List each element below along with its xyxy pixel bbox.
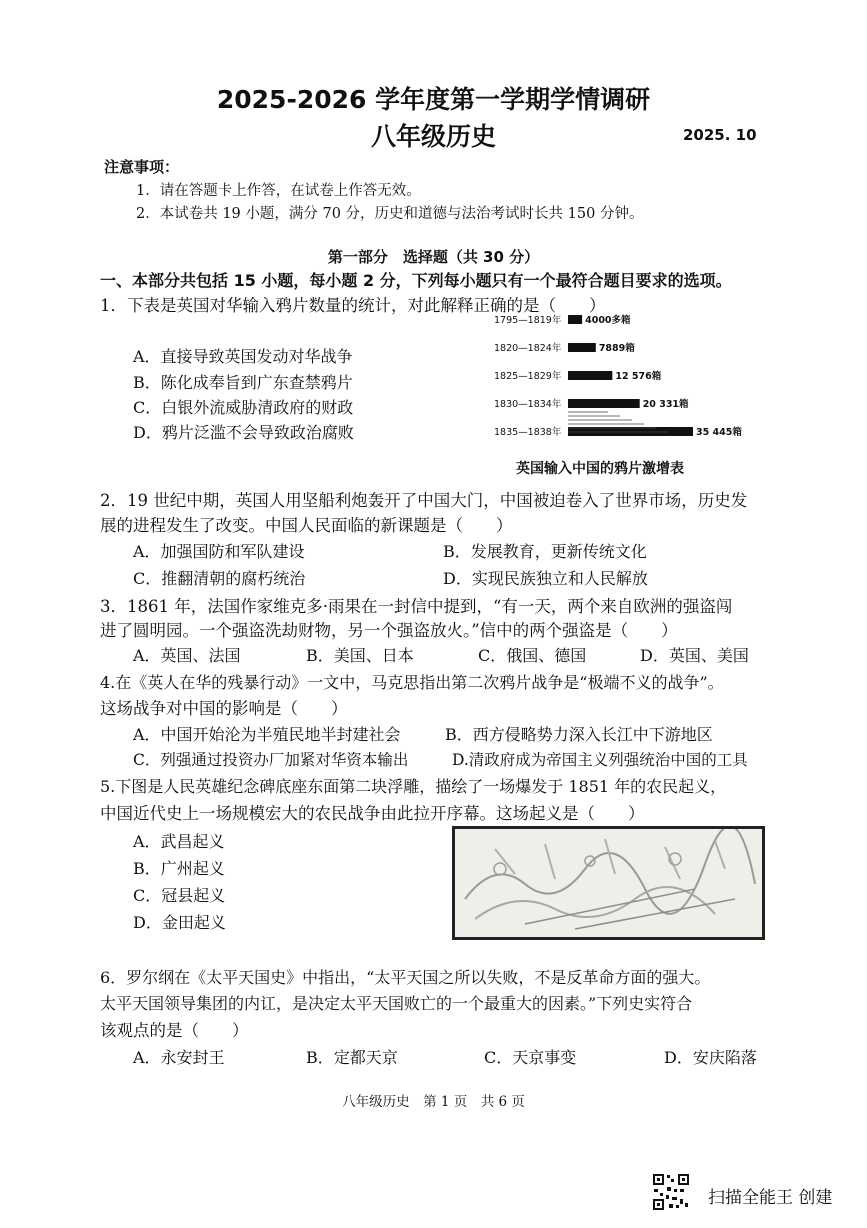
opium-bar-chart <box>490 306 770 456</box>
q1-option-c: C．白银外流威胁清政府的财政 <box>133 398 354 417</box>
q4-option-d: D.清政府成为帝国主义列强统治中国的工具 <box>452 751 748 769</box>
notice-item: 1．请在答题卡上作答，在试卷上作答无效。 <box>136 183 421 199</box>
chart-bar <box>568 343 596 352</box>
chart-bar <box>568 371 612 380</box>
q2-option-b: B．发展教育，更新传统文化 <box>443 542 647 561</box>
chart-category-label: 1820—1824年 <box>494 343 562 354</box>
q5-option-b: B．广州起义 <box>133 859 225 878</box>
chart-category-label: 1795—1819年 <box>494 315 562 326</box>
relief-sculpture-image <box>452 826 765 940</box>
q5-option-d: D．金田起义 <box>133 913 226 932</box>
q2-option-a: A．加强国防和军队建设 <box>133 542 305 561</box>
chart-value-label: 20 331箱 <box>642 399 689 410</box>
chart-bar <box>568 399 640 408</box>
question-6-stem-cont: 太平天国领导集团的内讧，是决定太平天国败亡的一个最重大的因素。”下列史实符合 <box>100 994 693 1013</box>
chart-value-label: 35 445箱 <box>696 427 742 438</box>
question-6-stem: 6．罗尔纲在《太平天国史》中指出，“太平天国之所以失败，不是反革命方面的强大。 <box>100 968 711 987</box>
q4-option-a: A．中国开始沦为半殖民地半封建社会 <box>133 725 401 744</box>
exam-subtitle: 八年级历史 <box>370 122 496 151</box>
question-4-stem-cont: 这场战争对中国的影响是（ ） <box>100 699 348 718</box>
q6-option-d: D．安庆陷落 <box>664 1048 757 1067</box>
q2-option-d: D．实现民族独立和人民解放 <box>443 569 648 588</box>
q1-option-b: B．陈化成奉旨到广东查禁鸦片 <box>133 373 353 392</box>
q3-option-b: B．美国、日本 <box>306 646 414 665</box>
qr-code-icon <box>652 1173 690 1211</box>
question-5-stem: 5.下图是人民英雄纪念碑底座东面第二块浮雕，描绘了一场爆发于 1851 年的农民起义， <box>100 777 727 796</box>
q6-option-a: A．永安封王 <box>133 1048 225 1067</box>
chart-category-label: 1825—1829年 <box>494 371 562 382</box>
exam-date: 2025. 10 <box>683 126 757 144</box>
q6-option-b: B．定都天京 <box>306 1048 398 1067</box>
question-3-stem-cont: 进了圆明园。一个强盗洗劫财物，另一个强盗放火。”信中的两个强盗是（ ） <box>100 621 678 640</box>
section-title: 第一部分 选择题（共 30 分） <box>327 248 540 266</box>
chart-value-label: 4000多箱 <box>585 315 631 326</box>
notice-item: 2．本试卷共 19 小题，满分 70 分，历史和道德与法治考试时长共 150 分钟。 <box>136 206 644 222</box>
exam-title: 2025-2026 学年度第一学期学情调研 <box>216 85 651 114</box>
page-footer: 八年级历史 第 1 页 共 6 页 <box>342 1094 525 1110</box>
question-5-stem-cont: 中国近代史上一场规模宏大的农民战争由此拉开序幕。这场起义是（ ） <box>100 804 645 823</box>
notice-heading: 注意事项： <box>104 158 180 176</box>
q3-option-c: C．俄国、德国 <box>478 646 587 665</box>
q4-option-c: C．列强通过投资办厂加紧对华资本输出 <box>133 751 409 769</box>
question-6-stem-cont2: 该观点的是（ ） <box>100 1021 249 1040</box>
q4-option-b: B．西方侵略势力深入长江中下游地区 <box>445 725 713 744</box>
q1-option-a: A．直接导致英国发动对华战争 <box>133 347 353 366</box>
question-3-stem: 3．1861 年，法国作家维克多·雨果在一封信中提到，“有一天，两个来自欧洲的强盗闯 <box>100 597 733 616</box>
section-intro: 一、本部分共包括 15 小题，每小题 2 分，下列每小题只有一个最符合题目要求的选项。 <box>100 271 732 290</box>
chart-category-label: 1830—1834年 <box>494 399 562 410</box>
q1-option-d: D．鸦片泛滥不会导致政治腐败 <box>133 423 354 442</box>
q6-option-c: C．天京事变 <box>484 1048 577 1067</box>
q5-option-c: C．冠县起义 <box>133 886 226 905</box>
chart-value-label: 7889箱 <box>598 343 635 354</box>
question-4-stem: 4.在《英人在华的残暴行动》一文中，马克思指出第二次鸦片战争是“极端不义的战争”。 <box>100 673 724 692</box>
chart-category-label: 1835—1838年 <box>494 427 562 438</box>
question-2-stem: 2．19 世纪中期，英国人用坚船利炮轰开了中国大门，中国被迫卷入了世界市场，历史发 <box>100 491 748 510</box>
chart-bar <box>568 315 582 324</box>
scanner-watermark: 扫描全能王 创建 <box>708 1188 833 1208</box>
q5-option-a: A．武昌起义 <box>133 832 225 851</box>
chart-title: 英国输入中国的鸦片激增表 <box>516 461 684 477</box>
q2-option-c: C．推翻清朝的腐朽统治 <box>133 569 306 588</box>
question-1-stem: 1．下表是英国对华输入鸦片数量的统计，对此解释正确的是（ ） <box>100 296 606 315</box>
question-2-stem-cont: 展的进程发生了改变。中国人民面临的新课题是（ ） <box>100 516 513 535</box>
q3-option-a: A．英国、法国 <box>133 646 241 665</box>
q3-option-d: D．英国、美国 <box>640 646 749 665</box>
chart-value-label: 12 576箱 <box>615 371 662 382</box>
